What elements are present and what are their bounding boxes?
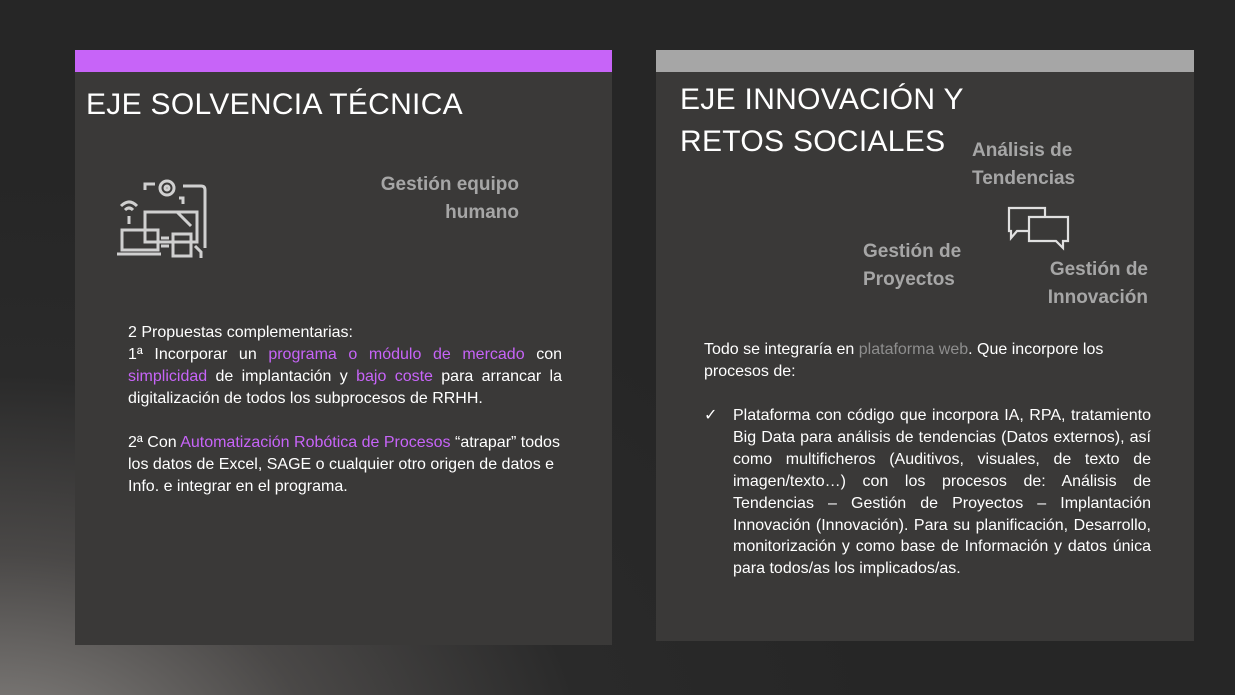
gestion-equipo-humano-label: Gestión equipo humano (380, 174, 519, 223)
panel-title (680, 79, 964, 163)
highlight-text: bajo coste (356, 368, 433, 385)
text: 1ª Incorporar un (128, 346, 269, 363)
proposal-1 (128, 344, 562, 410)
label-line: Proyectos (863, 269, 955, 290)
title-line: EJE INNOVACIÓN Y (680, 83, 964, 116)
panel-title: EJE SOLVENCIA TÉCNICA (86, 88, 463, 121)
chat-bubbles-icon (1007, 205, 1071, 251)
innovacion-panel (656, 50, 1194, 641)
highlight-text: Automatización Robótica de Procesos (180, 434, 451, 451)
label-line: Innovación (1047, 287, 1148, 308)
solvencia-tecnica-panel (75, 50, 612, 645)
gray-bar (656, 50, 1194, 72)
text: Todo se integraría en (704, 341, 859, 358)
text: “atrapar” todos los datos de Excel, SAGE o cualquier otro origen de datos e Info. e integrar en el programa. (128, 434, 560, 495)
left-body-text (128, 322, 562, 498)
right-intro-text (704, 339, 1154, 383)
gestion-proyectos-label (863, 238, 961, 294)
analisis-tendencias-label (972, 137, 1075, 193)
text: . Que incorpore los procesos de: (704, 341, 1104, 380)
text: con (524, 346, 562, 363)
label-line: Gestión de (863, 241, 962, 262)
title-line: RETOS SOCIALES (680, 125, 946, 158)
label-line: Gestión de (1049, 259, 1148, 280)
proposal-2 (128, 432, 562, 498)
gestion-innovacion-label (1042, 256, 1148, 312)
label-line: Tendencias (972, 168, 1076, 189)
label-line: Análisis de (972, 140, 1073, 161)
check-icon: ✓ (704, 407, 718, 424)
text: para arrancar la digitalización de todos los subprocesos de RRHH. (128, 368, 562, 407)
text: 2ª Con (128, 434, 181, 451)
intro-text: 2 Propuestas complementarias: (128, 324, 353, 341)
bullet-text: Plataforma con código que incorpora IA, RPA, tratamiento Big Data para análisis de tendencias (Datos externos), así como multificheros (Auditivos, visuales, de texto de imagen/texto…) con los procesos de: Análisis de Tendencias – Gestión de Proyectos – Implantación Innovación (Innovación). Para su planificación, Desarrollo, monitorización y como base de Información y datos única para todos/as los implicados/as. (733, 407, 1151, 578)
text: de implantación y (207, 368, 357, 385)
highlight-text: plataforma web (858, 341, 969, 358)
highlight-text: programa o módulo de mercado (268, 346, 525, 363)
accent-bar (75, 50, 612, 72)
highlight-text: simplicidad (128, 368, 208, 385)
devices-gear-icon (117, 176, 217, 258)
